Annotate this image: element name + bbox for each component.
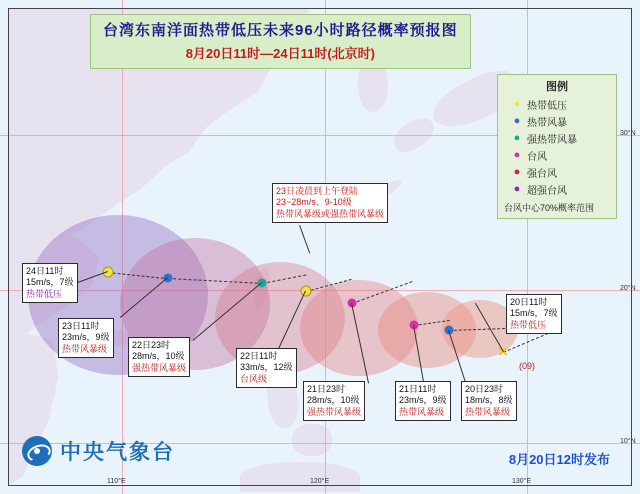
- callout-22d11-line3: 台风级: [240, 373, 268, 384]
- callout-24d11-line1: 24日11时: [26, 266, 64, 276]
- callout-22d23-line3: 强热带风暴级: [132, 362, 187, 373]
- callout-22d23: [128, 337, 190, 377]
- legend-probability-note: 台风中心70%概率范围: [504, 203, 595, 213]
- legend-item-tropical-storm[interactable]: [498, 113, 616, 130]
- callout-21d11-line2: 23m/s，9级: [399, 395, 447, 406]
- callout-landfall: [272, 183, 388, 223]
- callout-24d11-line2: 15m/s，7级: [26, 277, 74, 288]
- tropical-storm-icon: ●: [513, 115, 521, 127]
- severe-typhoon-icon: ●: [513, 166, 521, 178]
- legend-label-4: 强台风: [527, 169, 557, 180]
- callout-20d23-line1: 20日23时: [465, 384, 504, 394]
- callout-21d23-line2: 28m/s，10级: [307, 395, 360, 406]
- legend-item-severe-typhoon[interactable]: [498, 164, 616, 181]
- map-title-line2: 8月20日11时—24日11时(北京时): [185, 46, 375, 61]
- legend-item-super-typhoon[interactable]: [498, 181, 616, 198]
- callout-22d11-line2: 33m/s，12级: [240, 362, 293, 373]
- callout-22d11: [236, 348, 297, 388]
- coord-label-10N: 10°N: [620, 438, 636, 445]
- callout-23d11-line2: 23m/s，9级: [62, 332, 110, 343]
- callout-20d11-line2: 15m/s，7级: [510, 308, 558, 319]
- legend-label-0: 热带低压: [527, 101, 567, 112]
- callout-20d23-line3: 热带风暴级: [465, 406, 511, 417]
- coord-label-120E: 120°E: [310, 478, 330, 485]
- agency-logo: [22, 436, 175, 466]
- coord-label-110E: 110°E: [107, 478, 126, 485]
- legend-label-3: 台风: [527, 152, 547, 163]
- legend-label-5: 超强台风: [527, 186, 567, 197]
- legend-label-2: 强热带风暴: [527, 135, 577, 146]
- legend-item-typhoon[interactable]: [498, 147, 616, 164]
- callout-22d23-line2: 28m/s，10级: [132, 351, 185, 362]
- callout-22d23-line1: 22日23时: [132, 340, 171, 350]
- callout-21d23-line1: 21日23时: [307, 384, 346, 394]
- map-title-line1: 台湾东南洋面热带低压未来96小时路径概率预报图: [103, 22, 458, 39]
- landmass-borneo: [240, 462, 360, 492]
- callout-landfall-line2: 23~28m/s、9-10级: [276, 197, 352, 208]
- callout-24d11: [22, 263, 78, 303]
- agency-name: 中央气象台: [60, 441, 175, 464]
- callout-landfall-line1: 23日凌晨到上午登陆: [276, 186, 359, 196]
- legend-label-1: 热带风暴: [527, 118, 567, 129]
- coord-label-30N: 30°N: [620, 130, 636, 137]
- tropical-depression-icon: ●: [513, 98, 521, 110]
- issue-time: 8月20日12时发布: [508, 452, 610, 467]
- callout-22d11-line1: 22日11时: [240, 351, 278, 361]
- callout-21d11: [395, 381, 451, 421]
- callout-24d11-line3: 热带低压: [26, 288, 63, 299]
- callout-21d11-line1: 21日11时: [399, 384, 437, 394]
- callout-landfall-line3: 热带风暴级或强热带风暴级: [276, 208, 385, 219]
- cma-logo-icon: [22, 436, 52, 466]
- callout-21d23: [303, 381, 365, 421]
- coord-label-20N: 20°N: [620, 285, 636, 292]
- callout-20d23: [461, 381, 517, 421]
- callout-21d23-line3: 强热带风暴级: [307, 406, 362, 417]
- super-typhoon-icon: ●: [513, 183, 521, 195]
- map-title: [90, 14, 471, 69]
- severe-tropical-storm-icon: ●: [513, 132, 521, 144]
- callout-20d11-line1: 20日11时: [510, 297, 548, 307]
- landmass-philippines-visayas: [292, 424, 332, 456]
- coord-label-130E: 130°E: [512, 478, 532, 485]
- callout-23d11: [58, 318, 114, 358]
- typhoon-icon: ●: [513, 149, 521, 161]
- callout-23d11-line1: 23日11时: [62, 321, 100, 331]
- callout-20d23-line2: 18m/s，8级: [465, 395, 513, 406]
- callout-20d11: [506, 294, 562, 334]
- legend-item-severe-tropical-storm[interactable]: [498, 130, 616, 147]
- legend-panel: [497, 74, 617, 219]
- callout-23d11-line3: 热带风暴级: [62, 343, 108, 354]
- node-observed-marker[interactable]: ✕: [497, 344, 509, 359]
- legend-heading: 图例: [546, 81, 568, 93]
- callout-20d11-line3: 热带低压: [510, 319, 547, 330]
- legend-item-tropical-depression[interactable]: [498, 96, 616, 113]
- callout-21d11-line3: 热带风暴级: [399, 406, 445, 417]
- storm-code-label: (09): [519, 361, 536, 371]
